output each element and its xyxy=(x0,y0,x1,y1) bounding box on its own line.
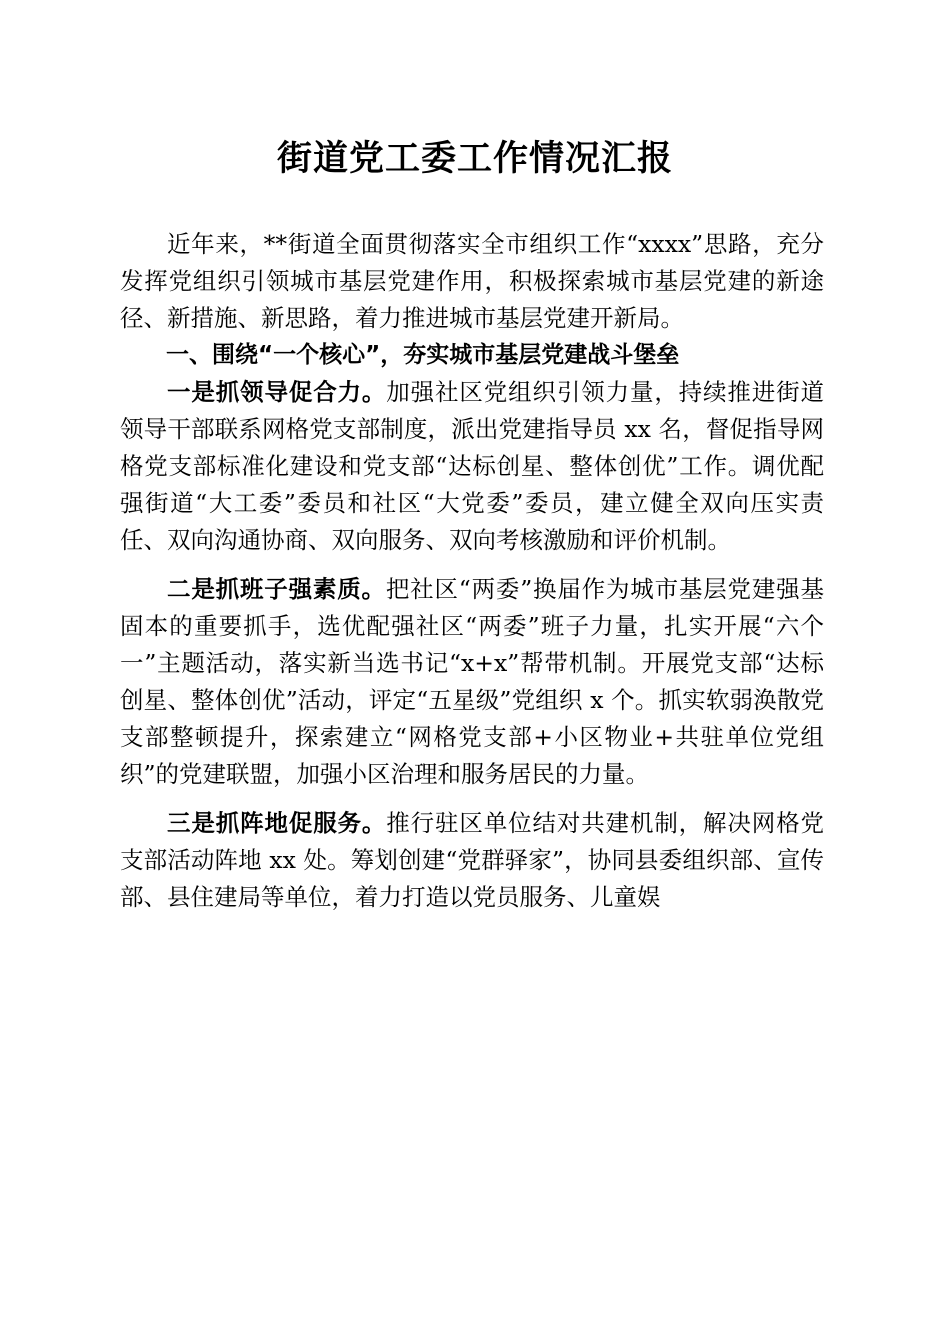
intro-paragraph: 近年来，**街道全面贯彻落实全市组织工作“xxxx”思路，充分发挥党组织引领城市基层党建作用，积极探索城市基层党建的新途径、新措施、新思路，着力推进城市基层党建开新局。 xyxy=(120,230,824,332)
paragraph-lead: 一是抓领导促合力。 xyxy=(167,378,387,406)
paragraph-item-1 xyxy=(120,374,824,559)
paragraph-text: 加强社区党组织引领力量，持续推进街道领导干部联系网格党支部制度，派出党建指导员 xx 名，督促指导网格党支部标准化建设和党支部“达标创星、整体创优”工作。调优配强街道“大工委”委员和社区“大党委”委员，建立健全双向压实责任、双向沟通协商、双向服务、双向考核激励和评价机制。 xyxy=(120,378,825,554)
section-heading-1: 一、围绕“一个核心”，夯实城市基层党建战斗堡垒 xyxy=(166,342,680,368)
document-title: 街道党工委工作情况汇报 xyxy=(276,138,673,179)
paragraph-item-3 xyxy=(120,805,824,916)
paragraph-lead: 二是抓班子强素质。 xyxy=(167,575,386,603)
paragraph-text: 推行驻区单位结对共建机制，解决网格党支部活动阵地 xx 处。筹划创建“党群驿家”，协同县委组织部、宣传部、县住建局等单位，着力打造以党员服务、儿童娱 xyxy=(120,809,825,911)
document-body xyxy=(120,226,824,916)
paragraph-text: 把社区“两委”换届作为城市基层党建强基固本的重要抓手，选优配强社区“两委”班子力量，扎实开展“六个一”主题活动，落实新当选书记“x+x”帮带机制。开展党支部“达标创星、整体创优”活动，评定“五星级”党组织 x 个。抓实软弱涣散党支部整顿提升，探索建立“网格党支部+小区物业+共驻单位党组织”的党建联盟，加强小区治理和服务居民的力量。 xyxy=(120,575,825,788)
paragraph-lead: 三是抓阵地促服务。 xyxy=(167,809,387,837)
paragraph-item-2 xyxy=(120,571,824,793)
